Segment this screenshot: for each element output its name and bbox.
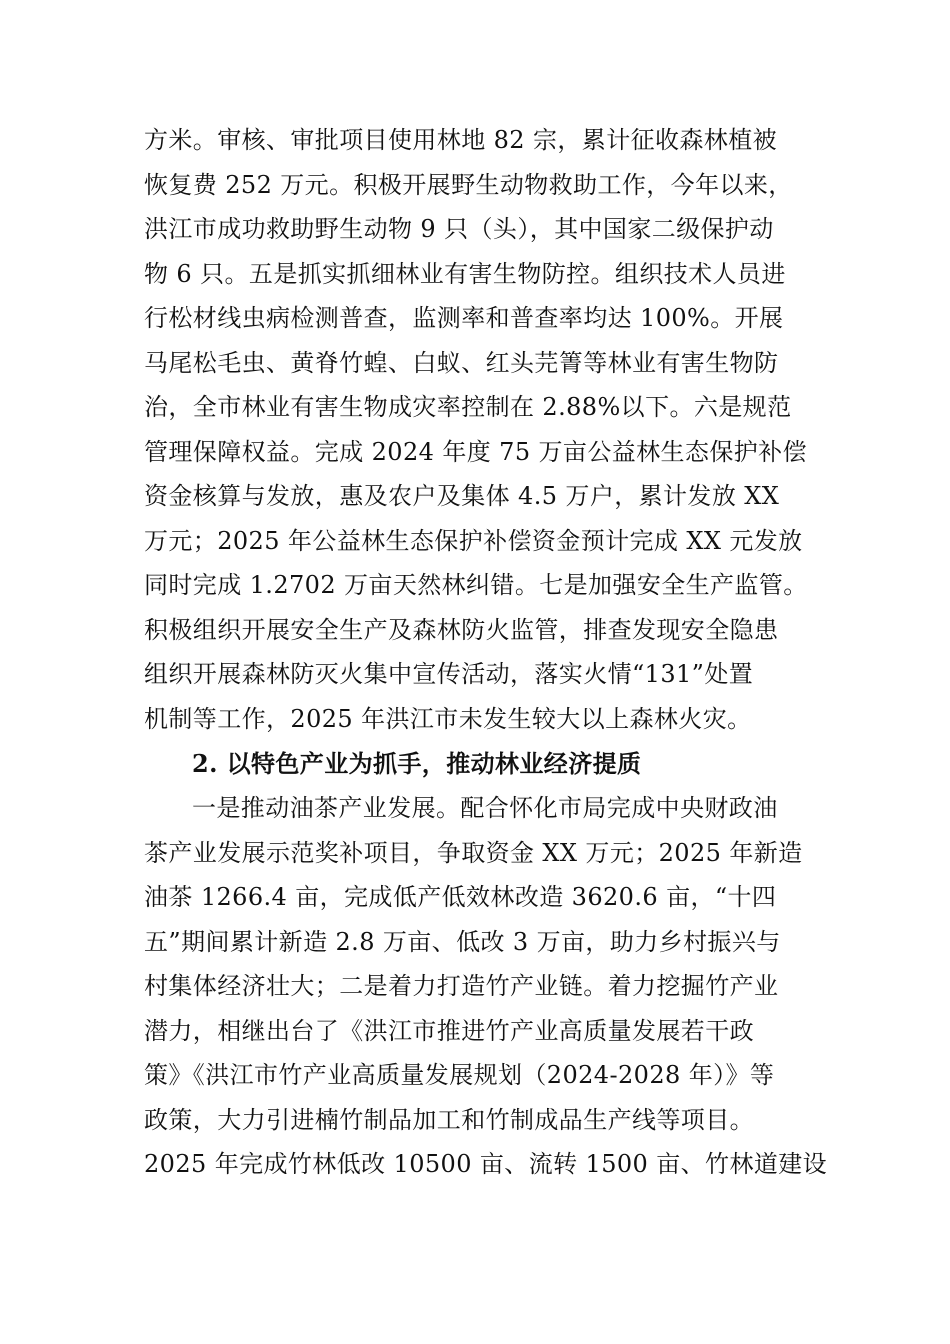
text-line: 村集体经济壮大；二是着力打造竹产业链。着力挖掘竹产业 [144, 972, 779, 1000]
text-line: 治，全市林业有害生物成灾率控制在 2.88%以下。六是规范 [144, 393, 792, 421]
text-line: 马尾松毛虫、黄脊竹蝗、白蚁、红头芫箐等林业有害生物防 [144, 349, 779, 377]
text-line: 积极组织开展安全生产及森林防火监管，排查发现安全隐患 [144, 616, 779, 644]
text-line: 恢复费 252 万元。积极开展野生动物救助工作，今年以来， [144, 171, 793, 199]
text-line: 同时完成 1.2702 万亩天然林纠错。七是加强安全生产监管。 [144, 571, 808, 599]
section-heading: 2. 以特色产业为抓手，推动林业经济提质 [192, 749, 642, 778]
text-line: 潜力，相继出台了《洪江市推进竹产业高质量发展若干政 [144, 1017, 754, 1045]
text-line: 洪江市成功救助野生动物 9 只（头），其中国家二级保护动 [144, 215, 774, 243]
text-line: 五”期间累计新造 2.8 万亩、低改 3 万亩，助力乡村振兴与 [144, 928, 781, 956]
text-line: 管理保障权益。完成 2024 年度 75 万亩公益林生态保护补偿 [144, 438, 807, 466]
text-line: 政策，大力引进楠竹制品加工和竹制成品生产线等项目。 [144, 1106, 754, 1134]
text-line: 物 6 只。五是抓实抓细林业有害生物防控。组织技术人员进 [144, 260, 786, 288]
text-line: 机制等工作，2025 年洪江市未发生较大以上森林火灾。 [144, 705, 752, 733]
text-line: 万元；2025 年公益林生态保护补偿资金预计完成 XX 元发放 [144, 527, 803, 555]
text-line: 行松材线虫病检测普查，监测率和普查率均达 100%。开展 [144, 304, 784, 332]
text-line: 一是推动油茶产业发展。配合怀化市局完成中央财政油 [192, 794, 778, 822]
text-line: 策》《洪江市竹产业高质量发展规划（2024-2028 年）》等 [144, 1061, 775, 1089]
text-line: 方米。审核、审批项目使用林地 82 宗，累计征收森林植被 [144, 126, 777, 154]
text-line: 油茶 1266.4 亩，完成低产低效林改造 3620.6 亩，“十四 [144, 883, 777, 911]
text-line: 组织开展森林防灭火集中宣传活动，落实火情“131”处置 [144, 660, 754, 688]
text-line: 资金核算与发放，惠及农户及集体 4.5 万户，累计发放 XX [144, 482, 780, 510]
text-line: 2025 年完成竹林低改 10500 亩、流转 1500 亩、竹林道建设 [144, 1150, 828, 1178]
text-line: 茶产业发展示范奖补项目，争取资金 XX 万元；2025 年新造 [144, 839, 803, 867]
